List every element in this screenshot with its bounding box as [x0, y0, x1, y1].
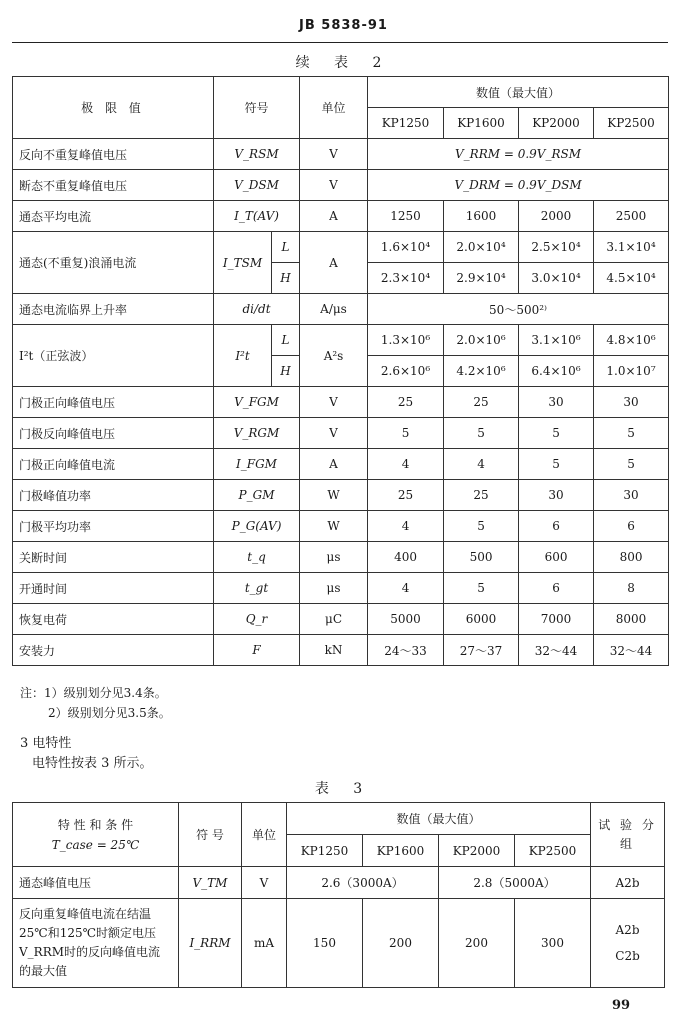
row-value: 6000: [444, 604, 519, 635]
col-limit: 极 限 值: [13, 77, 214, 139]
table2-caption: 续 表 2: [295, 55, 392, 71]
row-name: 反向不重复峰值电压: [13, 139, 214, 170]
t3-cond-label: 特 性 和 条 件: [57, 817, 134, 832]
row-value: 5: [368, 418, 444, 449]
row-value: 2.9×10⁴: [444, 263, 519, 294]
t3-row-name: 反向重复峰值电流在结温25℃和125℃时额定电压V_RRM时的反向峰值电流的最大值: [13, 899, 179, 988]
row-value: 3.1×10⁴: [594, 232, 669, 263]
level-l: L: [272, 325, 300, 356]
t3-row-name: 通态峰值电压: [13, 867, 179, 899]
row-symbol: P_GM: [214, 480, 300, 511]
row-symbol: t_q: [214, 542, 300, 573]
t3-row-symbol: V_TM: [179, 867, 242, 899]
row-value: 6.4×10⁶: [519, 356, 594, 387]
row-name: 门极正向峰值电流: [13, 449, 214, 480]
model-kp1600: KP1600: [444, 108, 519, 139]
row-value: 25: [368, 480, 444, 511]
row-symbol: di/dt: [214, 294, 300, 325]
t3-row-groups: [591, 899, 665, 988]
row-symbol: I²t: [214, 325, 272, 387]
row-merged-value: V_RRM = 0.9V_RSM: [368, 139, 669, 170]
row-value: 6: [594, 511, 669, 542]
t3-row-symbol: I_RRM: [179, 899, 242, 988]
row-name: 恢复电荷: [13, 604, 214, 635]
row-unit: μs: [300, 542, 368, 573]
table2: [12, 76, 669, 666]
row-merged-value: V_DRM = 0.9V_DSM: [368, 170, 669, 201]
table3-caption: 表 3: [314, 781, 373, 797]
row-unit: μC: [300, 604, 368, 635]
row-value: 1600: [444, 201, 519, 232]
row-symbol: I_FGM: [214, 449, 300, 480]
t3-row-value-12: 2.6（3000A）: [287, 867, 439, 899]
row-value: 2000: [519, 201, 594, 232]
row-value: 2500: [594, 201, 669, 232]
row-value: 4.5×10⁴: [594, 263, 669, 294]
row-name: 门极平均功率: [13, 511, 214, 542]
row-value: 30: [519, 387, 594, 418]
row-unit: W: [300, 480, 368, 511]
row-unit: V: [300, 387, 368, 418]
page-number: 99: [612, 998, 631, 1013]
row-value: 5: [444, 573, 519, 604]
row-value: 2.6×10⁶: [368, 356, 444, 387]
note-1: 注：1）级别划分见3.4条。: [20, 686, 167, 700]
t3-model-kp2500: KP2500: [515, 835, 591, 867]
t3-group-c2b: C2b: [615, 949, 640, 963]
row-value: 1250: [368, 201, 444, 232]
row-value: 4.8×10⁶: [594, 325, 669, 356]
level-h: H: [272, 263, 300, 294]
row-symbol: F: [214, 635, 300, 666]
t3-col-symbol: 符 号: [179, 803, 242, 867]
row-value: 25: [368, 387, 444, 418]
row-value: 5: [444, 418, 519, 449]
row-value: 400: [368, 542, 444, 573]
t3-model-kp1250: KP1250: [287, 835, 363, 867]
row-unit: V: [300, 170, 368, 201]
row-value: 3.0×10⁴: [519, 263, 594, 294]
t3-tcase: T_case = 25℃: [51, 837, 140, 852]
row-symbol: I_T(AV): [214, 201, 300, 232]
t3-row-unit: mA: [242, 899, 287, 988]
row-name: 开通时间: [13, 573, 214, 604]
row-value: 5000: [368, 604, 444, 635]
note-2: 2）级别划分见3.5条。: [48, 706, 171, 720]
row-value: 7000: [519, 604, 594, 635]
table3: [12, 802, 665, 988]
row-value: 4: [368, 573, 444, 604]
row-unit: μs: [300, 573, 368, 604]
row-symbol: V_RGM: [214, 418, 300, 449]
t3-col-unit: 单位: [242, 803, 287, 867]
t3-row-value: 200: [363, 899, 439, 988]
row-unit: V: [300, 139, 368, 170]
row-value: 25: [444, 480, 519, 511]
row-unit: A²s: [300, 325, 368, 387]
row-symbol: t_gt: [214, 573, 300, 604]
section-heading: 3 电特性: [20, 736, 72, 751]
t3-col-group: 试 验 分 组: [591, 803, 665, 867]
row-symbol: P_G(AV): [214, 511, 300, 542]
header-rule: [12, 42, 668, 43]
row-value: 4: [368, 449, 444, 480]
row-symbol: I_TSM: [214, 232, 272, 294]
t3-row-value-34: 2.8（5000A）: [439, 867, 591, 899]
row-value: 5: [594, 449, 669, 480]
t3-row-value: 200: [439, 899, 515, 988]
row-value: 32～44: [594, 635, 669, 666]
t3-group-a2b: A2b: [615, 923, 640, 937]
row-value: 6: [519, 511, 594, 542]
row-value: 8: [594, 573, 669, 604]
t3-row-unit: V: [242, 867, 287, 899]
row-value: 2.3×10⁴: [368, 263, 444, 294]
row-unit: A: [300, 201, 368, 232]
row-value: 2.0×10⁴: [444, 232, 519, 263]
level-h: H: [272, 356, 300, 387]
row-name: I²t（正弦波）: [13, 325, 214, 387]
model-kp1250: KP1250: [368, 108, 444, 139]
row-value: 4.2×10⁶: [444, 356, 519, 387]
row-value: 30: [594, 387, 669, 418]
col-symbol: 符号: [214, 77, 300, 139]
row-value: 2.5×10⁴: [519, 232, 594, 263]
row-unit: A: [300, 449, 368, 480]
col-values: 数值（最大值）: [368, 77, 669, 108]
row-name: 门极正向峰值电压: [13, 387, 214, 418]
standard-code: JB 5838-91: [299, 18, 388, 33]
row-unit: kN: [300, 635, 368, 666]
level-l: L: [272, 232, 300, 263]
t3-model-kp2000: KP2000: [439, 835, 515, 867]
row-value: 4: [444, 449, 519, 480]
row-value: 600: [519, 542, 594, 573]
row-name: 通态电流临界上升率: [13, 294, 214, 325]
row-value: 5: [519, 449, 594, 480]
row-merged-value: 50～500²⁾: [368, 294, 669, 325]
row-value: 5: [594, 418, 669, 449]
row-name: 通态平均电流: [13, 201, 214, 232]
row-symbol: Q_r: [214, 604, 300, 635]
row-value: 500: [444, 542, 519, 573]
row-value: 25: [444, 387, 519, 418]
row-value: 27～37: [444, 635, 519, 666]
t3-col-values: 数值（最大值）: [287, 803, 591, 835]
row-value: 30: [594, 480, 669, 511]
row-unit: W: [300, 511, 368, 542]
row-value: 5: [519, 418, 594, 449]
t3-row-value: 150: [287, 899, 363, 988]
row-unit: V: [300, 418, 368, 449]
row-name: 断态不重复峰值电压: [13, 170, 214, 201]
row-unit: A: [300, 232, 368, 294]
section-text: 电特性按表 3 所示。: [32, 756, 153, 771]
row-unit: A/μs: [300, 294, 368, 325]
row-value: 24～33: [368, 635, 444, 666]
row-value: 4: [368, 511, 444, 542]
row-value: 3.1×10⁶: [519, 325, 594, 356]
model-kp2500: KP2500: [594, 108, 669, 139]
col-unit: 单位: [300, 77, 368, 139]
t3-row-group: A2b: [591, 867, 665, 899]
t3-col-cond: [13, 803, 179, 867]
row-value: 6: [519, 573, 594, 604]
row-value: 32～44: [519, 635, 594, 666]
t3-model-kp1600: KP1600: [363, 835, 439, 867]
row-name: 关断时间: [13, 542, 214, 573]
row-value: 1.6×10⁴: [368, 232, 444, 263]
row-value: 8000: [594, 604, 669, 635]
row-value: 800: [594, 542, 669, 573]
row-name: 安装力: [13, 635, 214, 666]
row-value: 1.0×10⁷: [594, 356, 669, 387]
row-name: 通态(不重复)浪涌电流: [13, 232, 214, 294]
model-kp2000: KP2000: [519, 108, 594, 139]
row-symbol: V_FGM: [214, 387, 300, 418]
row-name: 门极峰值功率: [13, 480, 214, 511]
row-value: 5: [444, 511, 519, 542]
row-symbol: V_DSM: [214, 170, 300, 201]
t3-row-value: 300: [515, 899, 591, 988]
row-symbol: V_RSM: [214, 139, 300, 170]
row-name: 门极反向峰值电压: [13, 418, 214, 449]
row-value: 30: [519, 480, 594, 511]
row-value: 2.0×10⁶: [444, 325, 519, 356]
row-value: 1.3×10⁶: [368, 325, 444, 356]
